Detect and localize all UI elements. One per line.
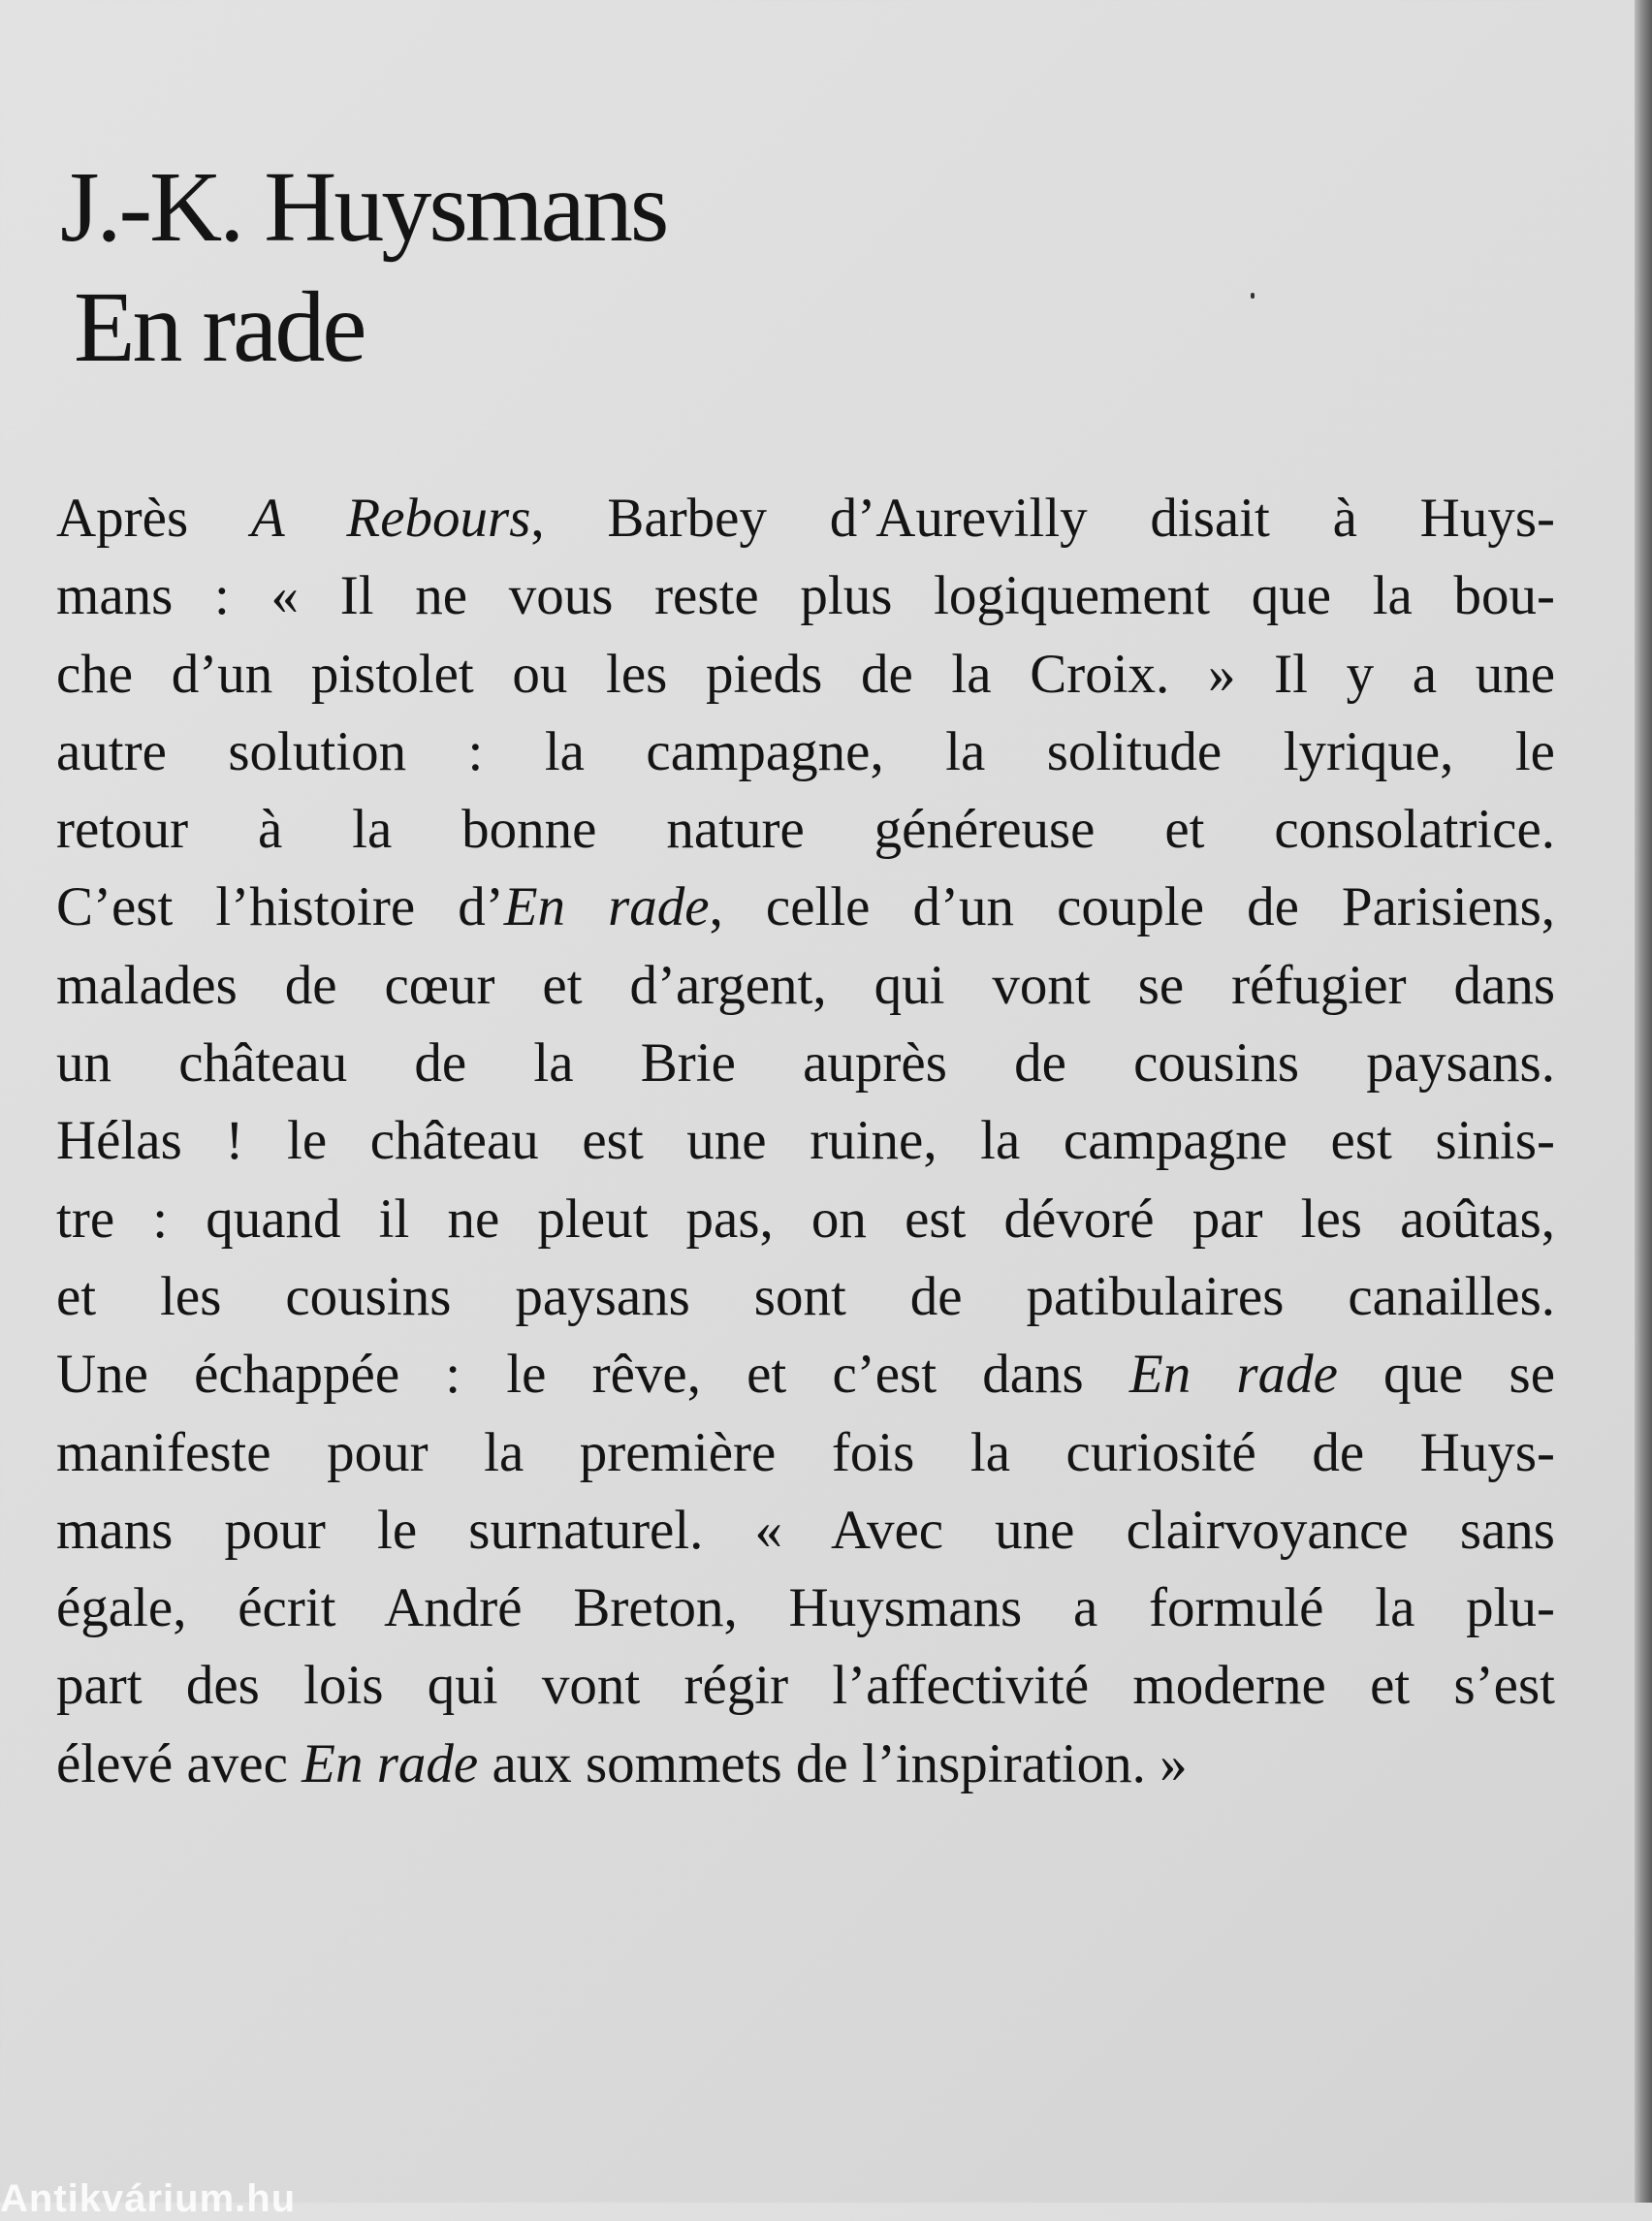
cover-header [60, 147, 933, 388]
blurb-text-segment: Hélas ! le château est une ruine, la campagne est sinis- [56, 1110, 1555, 1172]
page-edge-shadow [1635, 0, 1652, 2203]
blurb-line [56, 947, 1555, 1025]
blurb-text-segment: C’est l’histoire d’ [56, 876, 504, 938]
blurb-line [56, 869, 1555, 946]
blurb-text-segment: mans : « Il ne vous reste plus logiquement que la bou- [56, 565, 1555, 627]
blurb-line [56, 1102, 1555, 1180]
blurb-text-segment: Après [56, 488, 251, 549]
blurb-line [56, 557, 1555, 635]
blurb-line [56, 1647, 1555, 1725]
blurb-text-segment: tre : quand il ne pleut pas, on est dévoré par les aoûtas, [56, 1188, 1555, 1250]
blurb-line [56, 1492, 1555, 1570]
book-title: En rade [74, 271, 365, 383]
blurb-italic-title: En rade [302, 1732, 479, 1794]
blurb-text-segment: autre solution : la campagne, la solitude lyrique, le [56, 720, 1555, 782]
blurb-text-segment: mans pour le surnaturel. « Avec une clairvoyance sans [56, 1499, 1555, 1561]
blurb-italic-title: En rade [1128, 1344, 1338, 1406]
blurb-text-segment: Une échappée : le rêve, et c’est dans [56, 1344, 1129, 1406]
blurb-line [56, 791, 1555, 869]
blurb-text-segment: aux sommets de l’inspiration. » [478, 1732, 1188, 1794]
blurb-text-segment: un château de la Brie auprès de cousins paysans. [56, 1032, 1555, 1095]
blurb-line [56, 1570, 1555, 1647]
blurb-line [56, 1025, 1555, 1102]
blurb-text-segment: égale, écrit André Breton, Huysmans a formulé la plu- [56, 1577, 1555, 1639]
blurb-line [56, 1181, 1555, 1258]
blurb-text [56, 480, 1555, 1803]
blurb-line [56, 636, 1555, 714]
blurb-line [56, 1726, 1555, 1803]
blurb-italic-title: En rade [503, 876, 710, 938]
blurb-text-segment: manifeste pour la première fois la curiosité de Huys- [56, 1421, 1555, 1483]
blurb-text-segment: et les cousins paysans sont de patibulaires canailles. [56, 1265, 1555, 1327]
blurb-text-segment: che d’un pistolet ou les pieds de la Croix. » Il y a une [56, 643, 1555, 705]
blurb-text-segment: élevé avec [56, 1732, 302, 1794]
blurb-line [56, 714, 1555, 791]
blurb-text-segment: que se [1337, 1344, 1556, 1406]
blurb-line [56, 1336, 1555, 1413]
blurb-text-segment: , celle d’un couple de Parisiens, [709, 876, 1556, 938]
author-name: J.-K. Huysmans [60, 151, 667, 263]
blurb-text-segment: part des lois qui vont régir l’affectivité moderne et s’est [56, 1655, 1555, 1717]
blurb-text-segment: malades de cœur et d’argent, qui vont se réfugier dans [56, 954, 1555, 1016]
blurb-italic-title: A Rebours [250, 488, 531, 549]
blurb-line [56, 480, 1555, 557]
blurb-line [56, 1414, 1555, 1492]
paper-speck [1251, 293, 1255, 299]
blurb-line [56, 1258, 1555, 1336]
watermark: Antikvárium.hu [0, 2177, 297, 2220]
blurb-text-segment: retour à la bonne nature généreuse et consolatrice. [56, 799, 1555, 861]
blurb-text-segment: , Barbey d’Aurevilly disait à Huys- [530, 488, 1555, 549]
